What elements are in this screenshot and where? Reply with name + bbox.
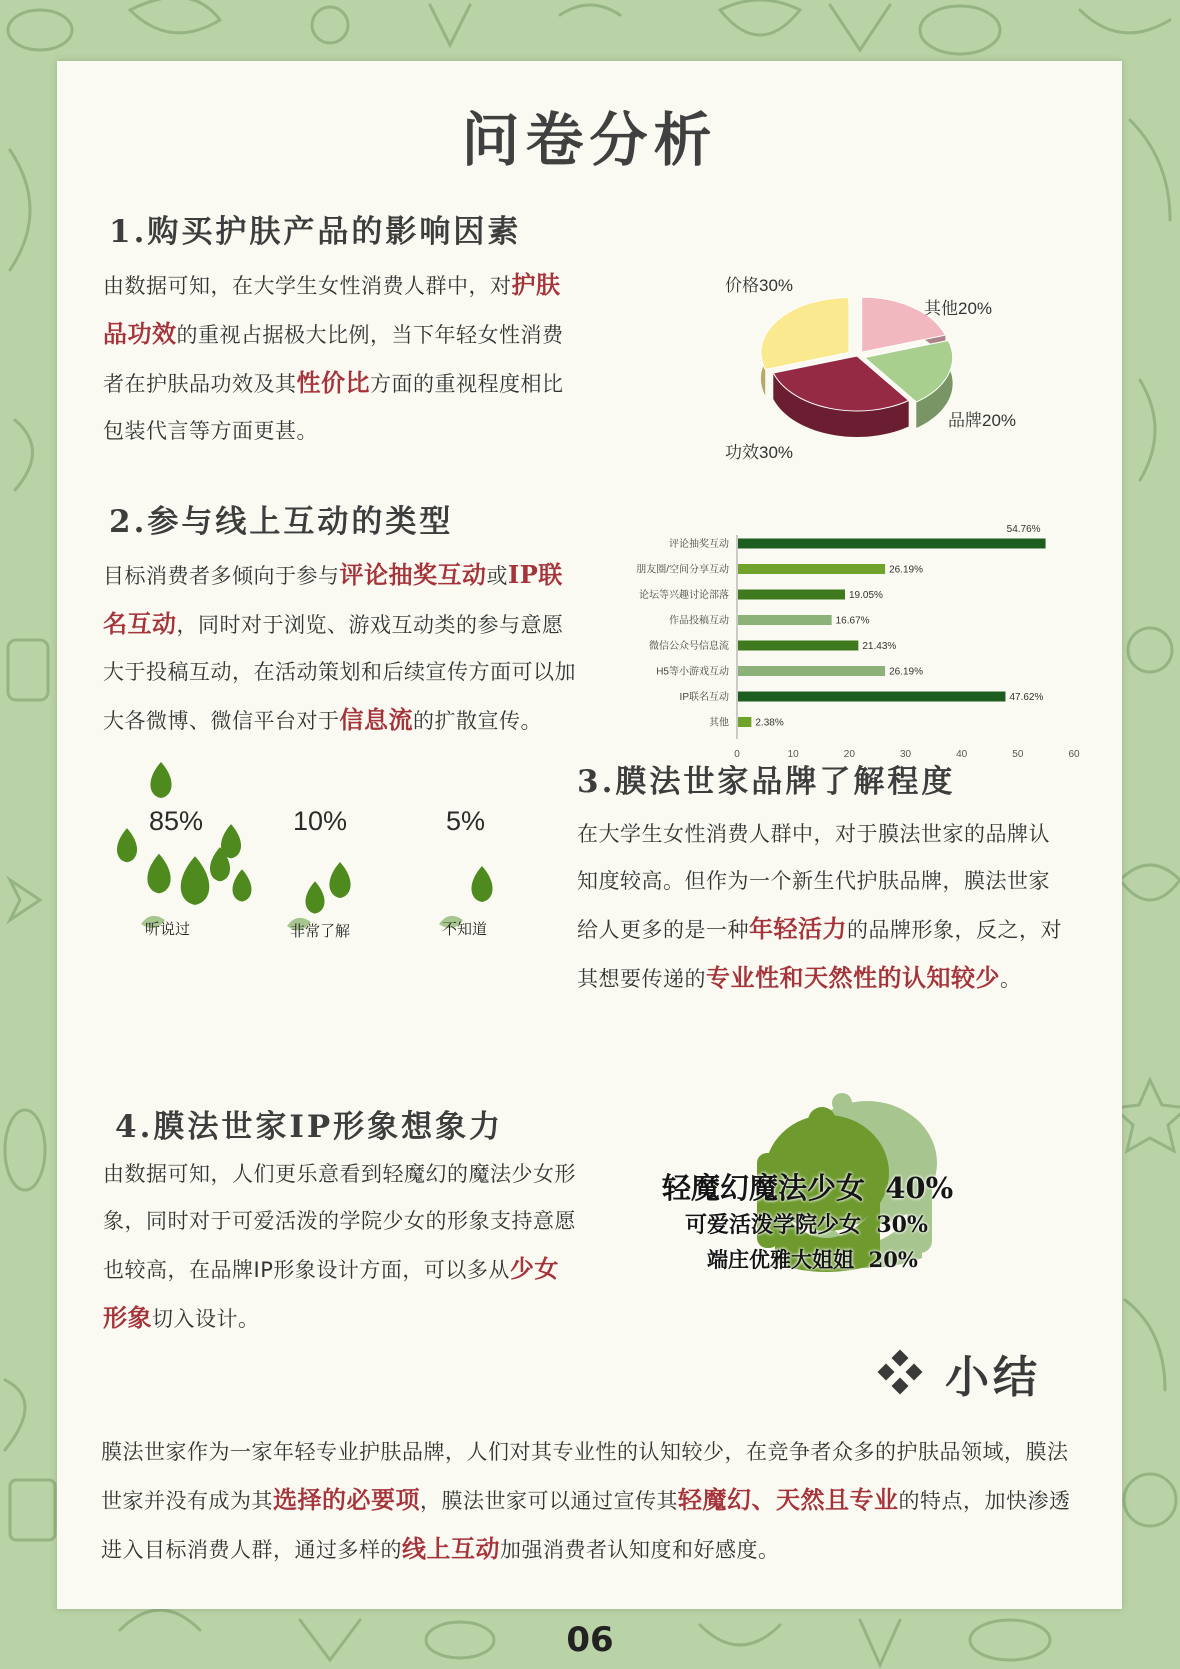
- paragraph-text: 目标消费者多倾向于参与: [103, 564, 340, 588]
- bar: [738, 539, 1046, 549]
- paragraph-text: 的重视占据极大比例，当下年轻女性消费者在护肤品功效及其: [103, 323, 564, 396]
- leaf-icon: [150, 762, 171, 798]
- page-number: 06: [566, 1620, 614, 1660]
- bar-category-label: 其他: [709, 717, 729, 729]
- paragraph-text: 。: [1000, 967, 1022, 991]
- four-diamond-icon: [877, 1349, 923, 1395]
- summary-paragraph: [101, 1429, 1076, 1574]
- pie-slice: [761, 297, 849, 369]
- bar-category-label: 微信公众号信息流: [649, 641, 729, 652]
- x-tick-label: 10: [787, 749, 799, 760]
- pie-label-price: 价格30%: [725, 276, 794, 295]
- paragraph-text: 由数据可知，在大学生女性消费人群中，对: [103, 274, 512, 298]
- section3-title: 3.膜法世家品牌了解程度: [577, 764, 956, 800]
- bar: [738, 641, 858, 651]
- x-tick-label: 30: [899, 749, 912, 760]
- highlight-text: 专业性和天然性的认知较少: [706, 963, 1000, 992]
- x-tick-label: 20: [843, 749, 855, 760]
- x-tick-label: 0: [734, 749, 740, 760]
- highlight-text: 少女形象: [103, 1254, 559, 1332]
- x-tick-label: 60: [1068, 749, 1080, 760]
- ip-item-magic-girl: 轻魔幻魔法少女 40%: [662, 1171, 954, 1205]
- paragraph-text: 的特点，加快渗透进入目标消费人群，通过多样的: [101, 1489, 1071, 1562]
- bar-category-label: 朋友圈/空间分享互动: [636, 564, 729, 576]
- highlight-text: 轻魔幻、天然且专业: [678, 1485, 899, 1514]
- paragraph-text: ，同时对于浏览、游戏互动类的参与意愿大于投稿互动，在活动策划和后续宣传方面可以加大各微博、微信平台对于: [103, 613, 576, 733]
- paragraph-text: 的品牌形象，反之，对其想要传递的: [577, 918, 1062, 991]
- highlight-text: 评论抽奖互动: [339, 560, 487, 589]
- section1-title: 1.购买护肤产品的影响因素: [109, 214, 522, 250]
- bar-value-label: 47.62%: [1009, 692, 1044, 703]
- highlight-text: 选择的必要项: [273, 1485, 420, 1514]
- section2-paragraph: [103, 551, 581, 745]
- highlight-text: 信息流: [339, 705, 413, 734]
- paragraph-text: 切入设计。: [152, 1307, 260, 1331]
- paragraph-text: 或: [486, 564, 508, 588]
- highlight-text: 线上互动: [402, 1534, 500, 1563]
- highlight-text: 年轻活力: [749, 914, 847, 943]
- awareness-label-heard: 听说过: [145, 921, 191, 938]
- summary-title: 小结: [945, 1352, 1041, 1403]
- awareness-pct-heard: 85%: [149, 806, 204, 836]
- awareness-label-unknown: 不知道: [442, 921, 488, 938]
- leaf-icon: [117, 828, 137, 862]
- section1-paragraph: [103, 261, 581, 455]
- paragraph-text: 由数据可知，人们更乐意看到轻魔幻的魔法少女形象，同时对于可爱活泼的学院少女的形象支持意愿也较高，在品牌IP形象设计方面，可以多从: [103, 1162, 576, 1282]
- ip-item-elegant-sister: 端庄优雅大姐姐 20%: [707, 1247, 918, 1272]
- pie-label-brand: 品牌20%: [948, 411, 1017, 430]
- bar-chart: [602, 511, 1080, 760]
- awareness-pct-know-well: 10%: [293, 806, 348, 836]
- paragraph-text: 加强消费者认知度和好感度。: [500, 1538, 780, 1562]
- leaf-icon: [329, 862, 350, 898]
- bar: [738, 615, 832, 625]
- leaf-icon: [306, 881, 325, 913]
- bar-value-label: 16.67%: [835, 615, 870, 627]
- bar-value-label: 26.19%: [889, 666, 924, 678]
- leaf-icon: [233, 869, 252, 901]
- section4-title: 4.膜法世家IP形象想象力: [115, 1109, 504, 1145]
- paragraph-text: 膜法世家作为一家年轻专业护肤品牌，人们对其专业性的认知较少，在竞争者众多的护肤品领域，膜法世家并没有成为其: [101, 1440, 1069, 1513]
- paragraph-text: 的扩散宣传。: [413, 709, 542, 733]
- bar-value-label: 2.38%: [755, 717, 784, 729]
- content-sheet: [57, 61, 1122, 1609]
- section4-paragraph: [103, 1151, 581, 1343]
- leaf-icon: [147, 854, 170, 894]
- bar-category-label: H5等小游戏互动: [656, 666, 729, 678]
- bar-value-label: 54.76%: [1006, 524, 1041, 535]
- bar-category-label: 论坛等兴趣讨论部落: [639, 590, 729, 601]
- section2-title: 2.参与线上互动的类型: [109, 504, 454, 540]
- bar-value-label: 19.05%: [848, 590, 883, 601]
- bar-category-label: 作品投稿互动: [669, 615, 729, 627]
- highlight-text: 护肤品功效: [103, 270, 561, 348]
- awareness-pictograph: [97, 766, 537, 1006]
- pie-label-other: 其他20%: [924, 299, 993, 318]
- bar: [738, 590, 845, 600]
- highlight-text: 性价比: [296, 368, 370, 397]
- awareness-pct-unknown: 5%: [446, 806, 486, 836]
- leaf-icon: [181, 856, 209, 905]
- x-tick-label: 40: [956, 749, 968, 760]
- highlight-text: IP联名互动: [103, 560, 563, 638]
- pie-label-efficacy: 功效30%: [725, 443, 794, 462]
- bar-category-label: 评论抽奖互动: [669, 539, 729, 550]
- bar-value-label: 21.43%: [862, 641, 897, 652]
- bar: [738, 666, 885, 676]
- leaf-icon: [471, 866, 492, 902]
- bar: [738, 692, 1005, 702]
- x-tick-label: 50: [1012, 749, 1024, 760]
- bar: [738, 564, 885, 574]
- page-title: 问卷分析: [461, 106, 718, 174]
- paragraph-text: ，膜法世家可以通过宣传其: [420, 1489, 678, 1513]
- paragraph-text: 在大学生女性消费人群中，对于膜法世家的品牌认知度较高。但作为一个新生代护肤品牌，膜法世家给人更多的是一种: [577, 822, 1050, 942]
- awareness-label-know-well: 非常了解: [290, 923, 351, 940]
- bar-value-label: 26.19%: [889, 564, 924, 576]
- bar: [738, 717, 751, 727]
- bar-category-label: IP联名互动: [679, 692, 729, 703]
- ip-item-school-girl: 可爱活泼学院少女 30%: [685, 1212, 928, 1238]
- paragraph-text: 方面的重视程度相比包装代言等方面更甚。: [103, 372, 564, 443]
- section3-paragraph: [577, 811, 1062, 1003]
